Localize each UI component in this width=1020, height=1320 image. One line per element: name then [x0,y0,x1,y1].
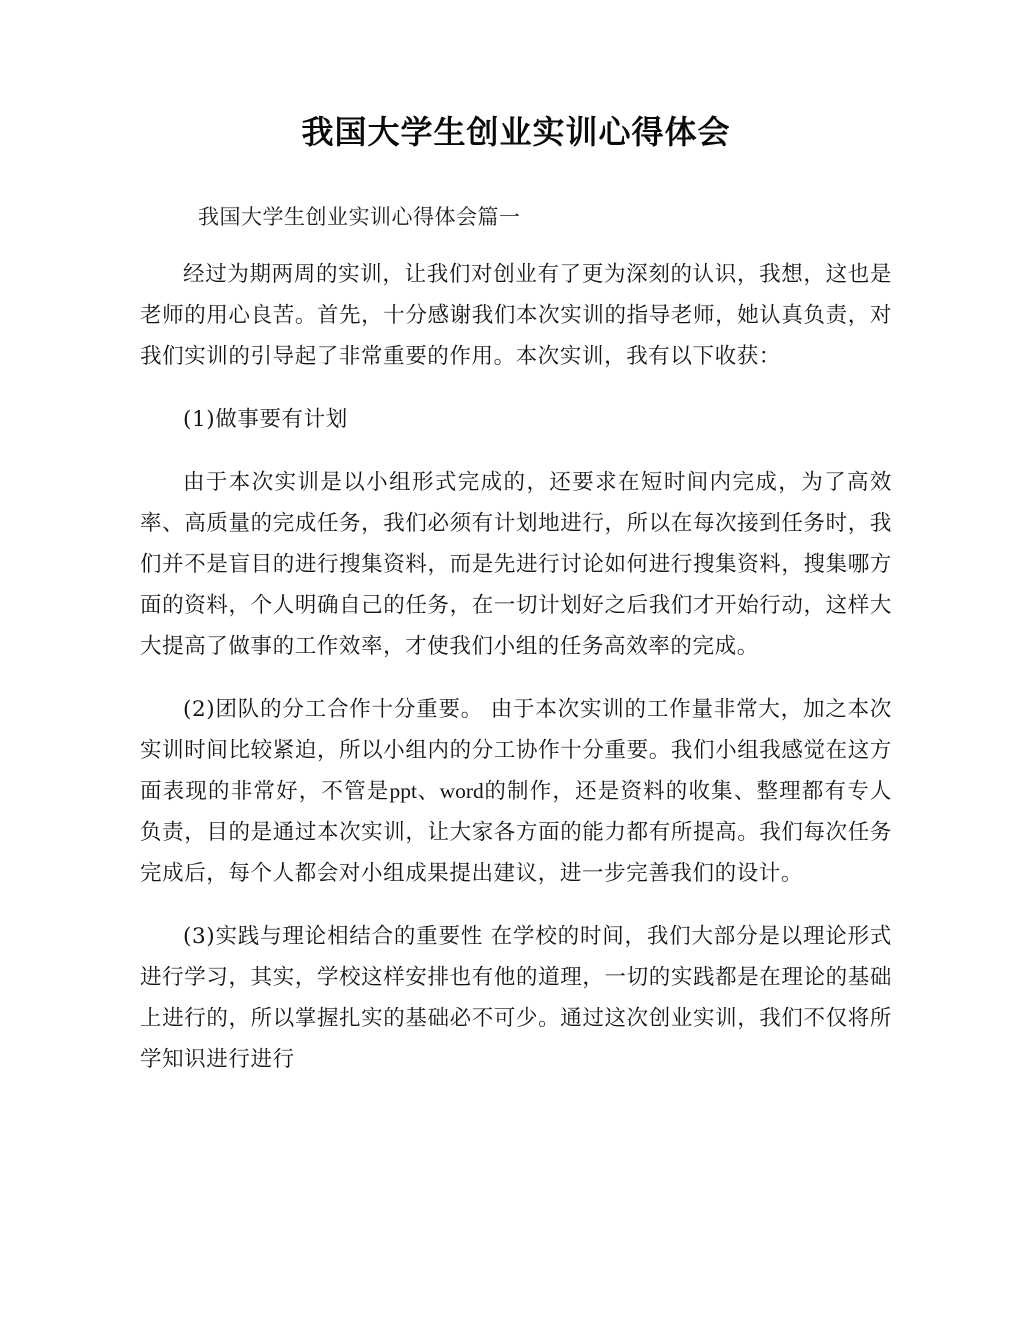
paragraph-section-2-part-b: 的制作，还是资料的收集、整理都有专人负责，目的是通过本次实训，让大家各方面的能力都有所提高。我们每次任务完成后，每个人都会对小组成果提出建议，进一步完善我们的设计。 [140,779,892,887]
section-heading-1: (1)做事要有计划 [183,407,348,433]
paragraph-section-2-part-a: (2)团队的分工合作十分重要。 由于本次实训的工作量非常大，加之本次实训时间比较紧迫，所以小组内的分工协作十分重要。我们小组我感觉在这方面表现的非常好，不管是 [140,697,892,805]
paragraph-section-1-body: 由于本次实训是以小组形式完成的，还要求在短时间内完成，为了高效率、高质量的完成任务，我们必须有计划地进行，所以在每次接到任务时，我们并不是盲目的进行搜集资料，而是先进行讨论如何进行搜集资料，搜集哪方面的资料，个人明确自己的任务，在一切计划好之后我们才开始行动，这样大大提高了做事的工作效率，才使我们小组的任务高效率的完成。 [140,470,892,660]
paragraph-section-2-latin-terms: ppt、word [389,779,484,804]
paragraph-intro: 经过为期两周的实训，让我们对创业有了更为深刻的认识，我想，这也是老师的用心良苦。首先，十分感谢我们本次实训的指导老师，她认真负责，对我们实训的引导起了非常重要的作用。本次实训，我有以下收获： [140,262,892,370]
paragraph-section-3: (3)实践与理论相结合的重要性 在学校的时间，我们大部分是以理论形式进行学习，其实，学校这样安排也有他的道理，一切的实践都是在理论的基础上进行的，所以掌握扎实的基础必不可少。通过这次创业实训，我们不仅将所学知识进行进行 [140,924,892,1073]
document-body [140,0,892,1080]
paragraph-section-2 [140,667,892,894]
document-subtitle: 我国大学生创业实训心得体会篇一 [198,204,521,229]
page-title: 我国大学生创业实训心得体会 [301,113,731,151]
